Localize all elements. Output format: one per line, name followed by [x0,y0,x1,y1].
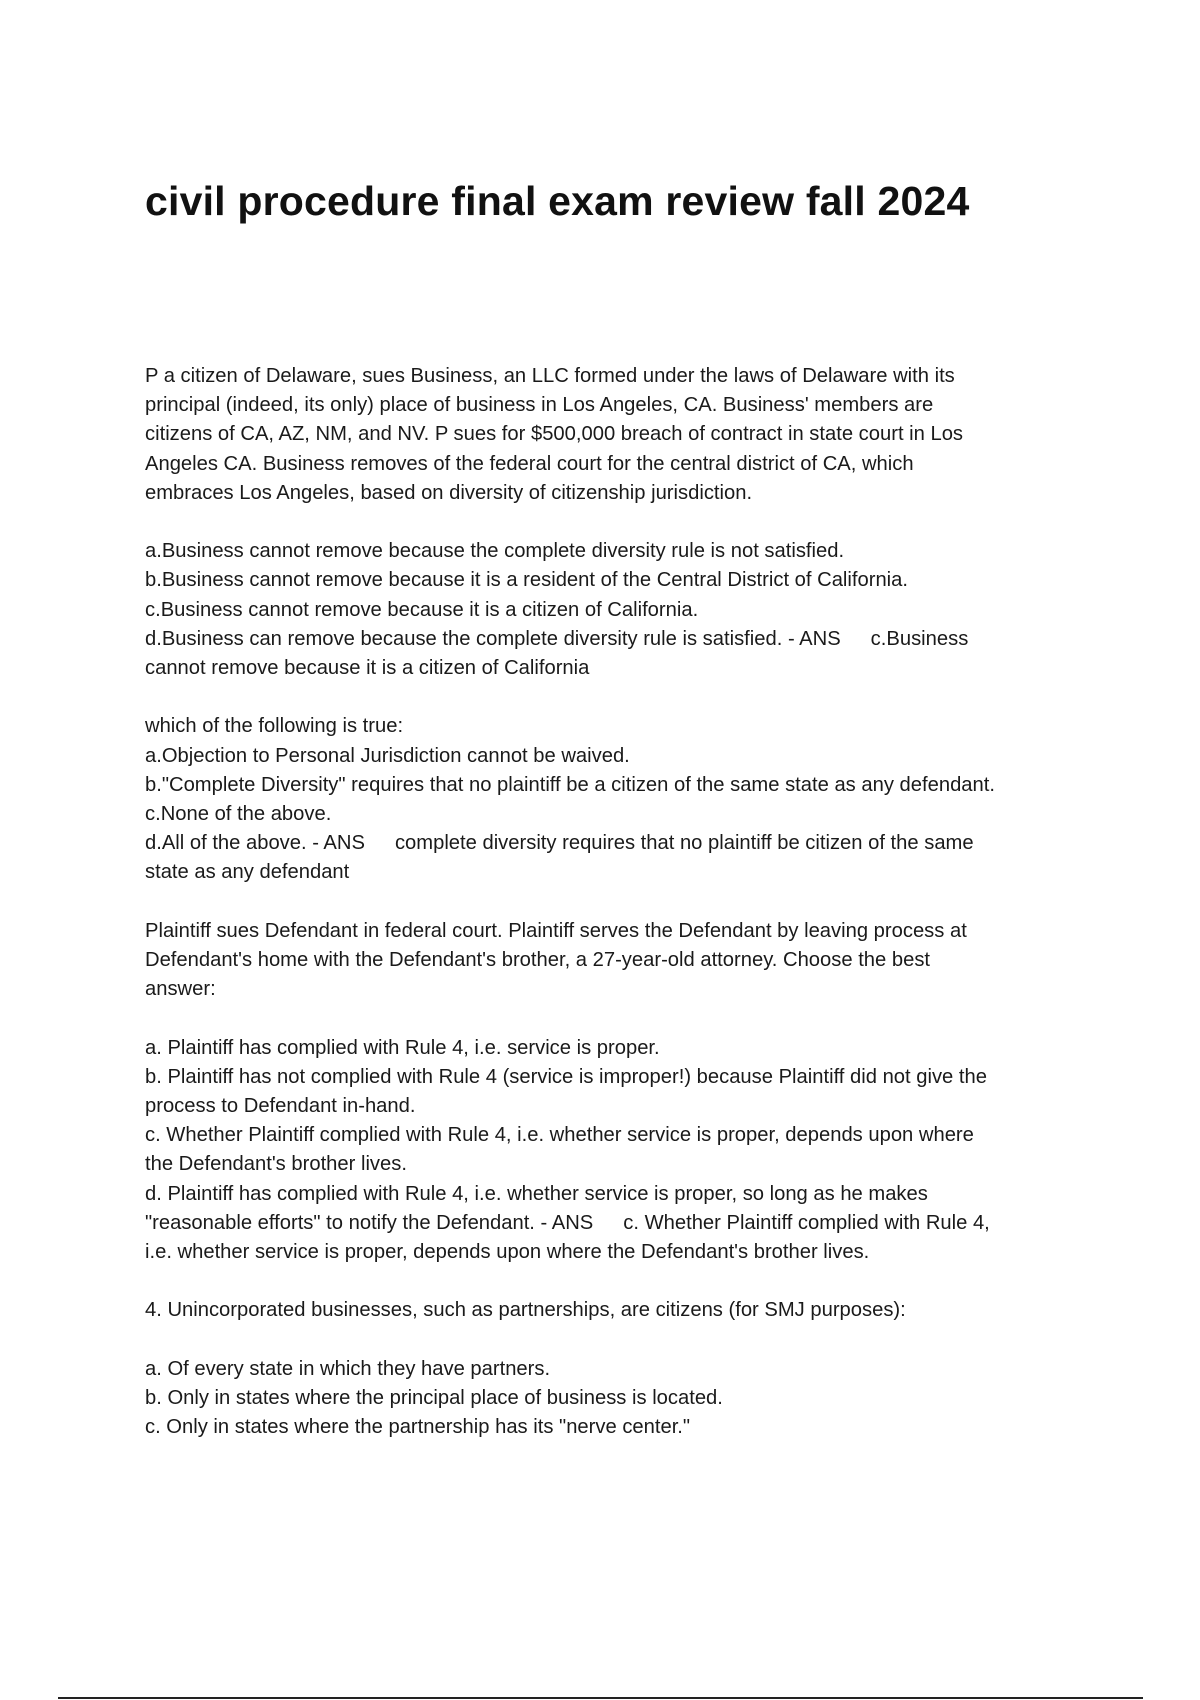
option-a: a. Of every state in which they have partners. [145,1357,551,1380]
question-text-line: answer: [145,978,216,1001]
question-text-line: embraces Los Angeles, based on diversity of citizenship jurisdiction. [145,481,753,504]
question-2 [145,712,1090,887]
option-d-with-answer [145,625,1090,654]
document-body [145,362,1090,1472]
question-3-stem [145,917,1090,1005]
question-4-options [145,1355,1090,1443]
question-text-line: principal (indeed, its only) place of business in Los Angeles, CA. Business' members are [145,394,934,417]
answer-text: c.Business [870,627,969,650]
question-text-line: Defendant's home with the Defendant's brother, a 27-year-old attorney. Choose the best [145,949,931,972]
option-a: a.Business cannot remove because the complete diversity rule is not satisfied. [145,540,845,563]
question-text-line: citizens of CA, AZ, NM, and NV. P sues for $500,000 breach of contract in state court in Los [145,423,964,446]
option-c: c.None of the above. [145,803,332,826]
option-b: b. Plaintiff has not complied with Rule 4 (service is improper!) because Plaintiff did not give the [145,1065,987,1088]
option-c: c.Business cannot remove because it is a citizen of California. [145,598,699,621]
question-text-line: which of the following is true: [145,715,404,738]
question-1-stem [145,362,1090,508]
question-1-options [145,537,1090,683]
option-c: c. Whether Plaintiff complied with Rule 4, i.e. whether service is proper, depends upon where [145,1124,974,1147]
option-d-with-answer [145,1209,1090,1238]
option-c: c. Only in states where the partnership has its "nerve center." [145,1416,691,1439]
answer-text: complete diversity requires that no plaintiff be citizen of the same [394,832,974,855]
question-text-line: Plaintiff sues Defendant in federal court. Plaintiff serves the Defendant by leaving process at [145,919,967,942]
footer-divider [58,1697,1143,1699]
option-d-with-answer [145,829,1090,858]
answer-text-continued: i.e. whether service is proper, depends upon where the Defendant's brother lives. [145,1241,870,1264]
option-b: b."Complete Diversity" requires that no plaintiff be a citizen of the same state as any defendant. [145,773,995,796]
option-b: b. Only in states where the principal place of business is located. [145,1387,723,1410]
option-b: b.Business cannot remove because it is a resident of the Central District of California. [145,569,909,592]
option-c-continued: the Defendant's brother lives. [145,1153,407,1176]
option-d: d.All of the above. - ANS [145,832,365,855]
question-text-line: 4. Unincorporated businesses, such as partnerships, are citizens (for SMJ purposes): [145,1299,906,1322]
answer-text: c. Whether Plaintiff complied with Rule 4, [623,1211,990,1234]
option-d-continued: "reasonable efforts" to notify the Defendant. - ANS [145,1211,594,1234]
page-title: civil procedure final exam review fall 2024 [145,178,970,224]
question-4-stem [145,1296,1090,1325]
answer-text-continued: state as any defendant [145,861,350,884]
option-a: a.Objection to Personal Jurisdiction cannot be waived. [145,744,630,767]
option-d: d. Plaintiff has complied with Rule 4, i.e. whether service is proper, so long as he makes [145,1182,928,1205]
question-text-line: P a citizen of Delaware, sues Business, an LLC formed under the laws of Delaware with its [145,365,955,387]
option-a: a. Plaintiff has complied with Rule 4, i.e. service is proper. [145,1036,660,1059]
answer-text-continued: cannot remove because it is a citizen of California [145,657,590,680]
question-text-line: Angeles CA. Business removes of the federal court for the central district of CA, which [145,452,914,475]
option-b-continued: process to Defendant in-hand. [145,1095,416,1118]
question-3-options [145,1034,1090,1268]
option-d: d.Business can remove because the complete diversity rule is satisfied. - ANS [145,627,841,650]
